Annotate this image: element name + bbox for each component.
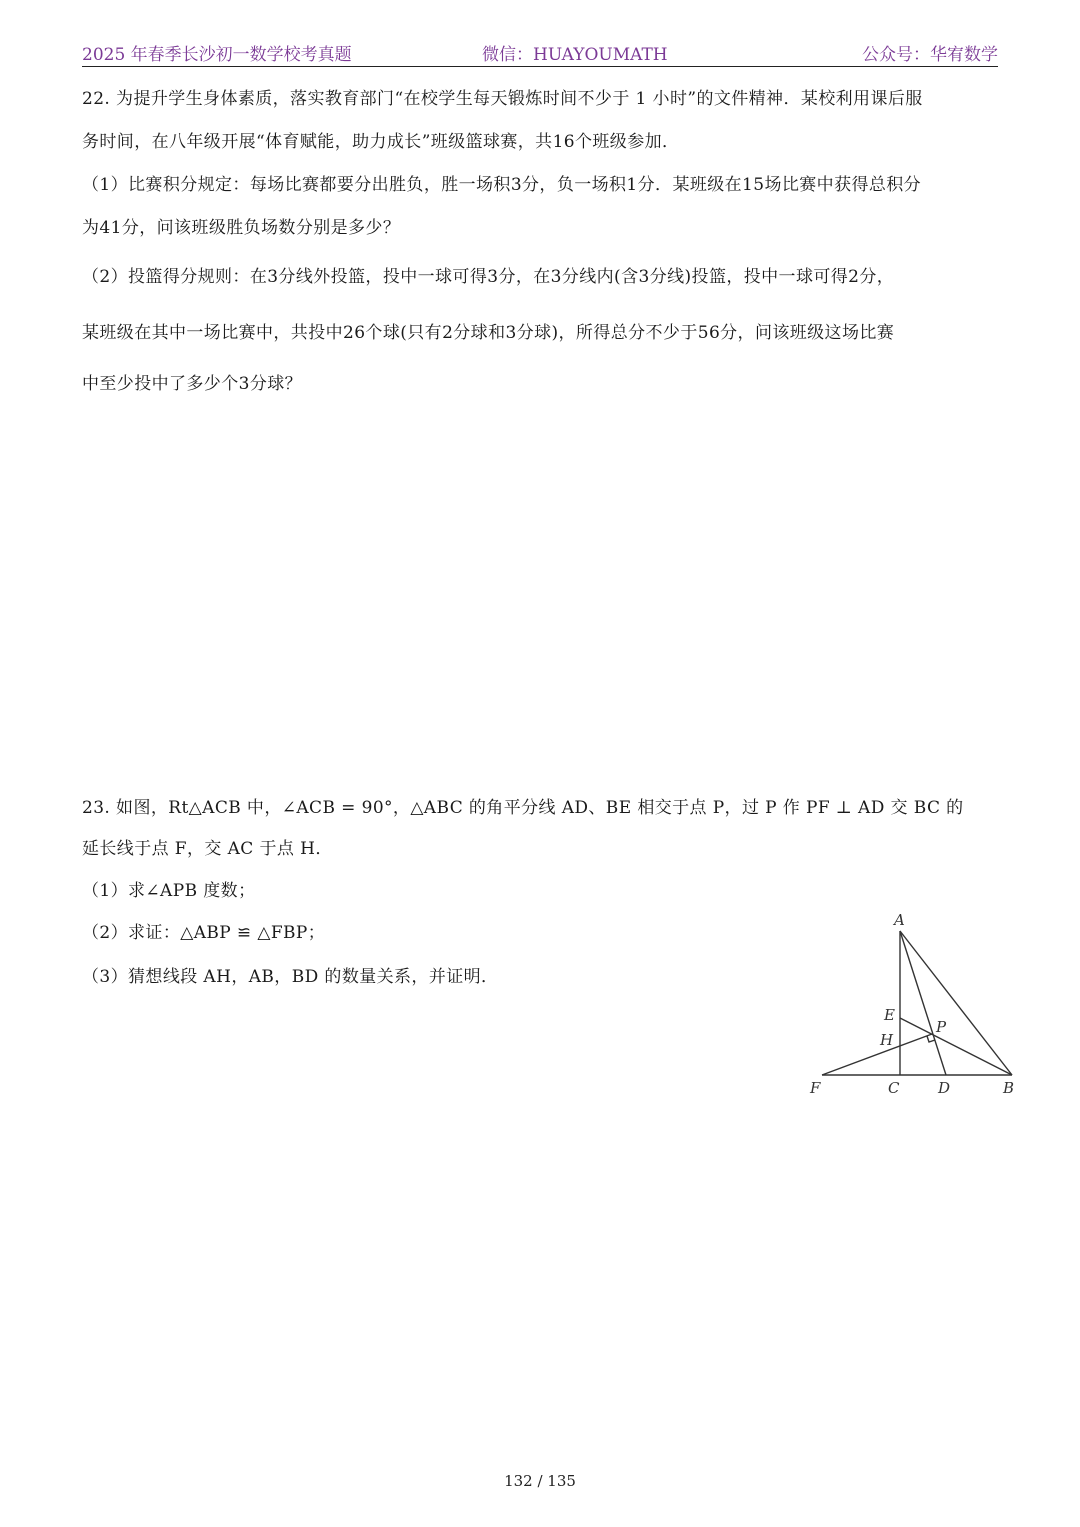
header-wechat: 微信：HUAYOUMATH [482,45,668,65]
label-p: P [936,1018,947,1036]
geometry-figure [800,905,1030,1105]
label-d: D [938,1079,951,1097]
q23-stem-line-2: 延长线于点 F，交 AC 于点 H． [82,839,333,859]
segment-ad [900,931,946,1075]
label-c: C [888,1079,900,1097]
q22-part1-line-1: （1）比赛积分规定：每场比赛都要分出胜负，胜一场积3分，负一场积1分．某班级在15场比赛中获得总积分 [82,175,922,195]
q23-part-3: （3）猜想线段 AH，AB，BD 的数量关系，并证明． [82,967,499,987]
page-number: 132 / 135 [504,1472,576,1490]
label-a: A [894,911,905,929]
label-e: E [884,1006,895,1024]
segment-be [900,1018,1012,1075]
q22-part2-line-3: 中至少投中了多少个3分球？ [82,374,303,394]
label-b: B [1003,1079,1015,1097]
header-title: 2025 年春季长沙初一数学校考真题 [82,45,352,65]
segment-fp [822,1034,932,1075]
q22-part2-line-2: 某班级在其中一场比赛中，共投中26个球(只有2分球和3分球)，所得总分不少于56分，问该班级这场比赛 [82,323,895,343]
q23-part-1: （1）求∠APB 度数； [82,881,256,901]
label-h: H [880,1031,894,1049]
page-header [82,38,998,67]
q23-stem-line-1: 23. 如图，Rt△ACB 中，∠ACB = 90°，△ABC 的角平分线 AD、BE 相交于点 P，过 P 作 PF ⊥ AD 交 BC 的 [82,798,964,818]
q23-part-2: （2）求证：△ABP ≌ △FBP； [82,923,326,943]
q22-stem-line-1: 22. 为提升学生身体素质，落实教育部门“在校学生每天锻炼时间不少于 1 小时”的文件精神．某校利用课后服 [82,89,923,109]
q22-stem-line-2: 务时间，在八年级开展“体育赋能，助力成长”班级篮球赛，共16个班级参加． [82,132,680,152]
header-account: 公众号：华宥数学 [862,45,998,65]
q22-part2-line-1: （2）投篮得分规则：在3分线外投篮，投中一球可得3分，在3分线内(含3分线)投篮，投中一球可得2分， [82,267,895,287]
segment-ab [900,931,1012,1075]
q22-part1-line-2: 为41分，问该班级胜负场数分别是多少？ [82,218,401,238]
label-f: F [810,1079,821,1097]
